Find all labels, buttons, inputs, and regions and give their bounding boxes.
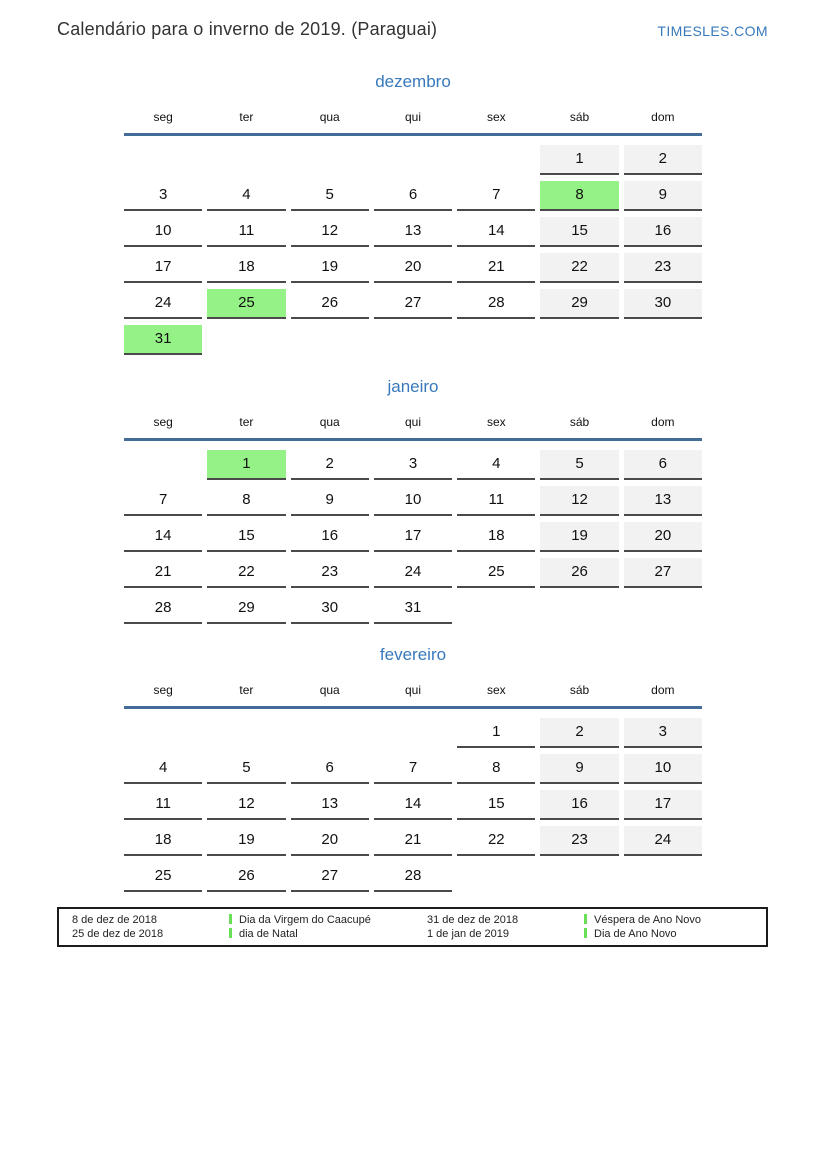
day-cell-24: 24 [124,289,202,319]
day-cell-3: 3 [124,181,202,211]
day-cell-empty [540,862,618,892]
day-cell-27: 27 [624,558,702,588]
day-cell-25: 25 [457,558,535,588]
day-cell-10: 10 [624,754,702,784]
day-cell-3: 3 [374,450,452,480]
legend-column-dates [72,914,229,945]
day-cell-20: 20 [624,522,702,552]
day-cell-3: 3 [624,718,702,748]
weekday-label-sáb: sáb [569,415,590,429]
month-section [124,70,702,355]
weekday-label-seg: seg [153,415,173,429]
day-cell-empty [124,718,202,748]
day-cell-19: 19 [207,826,285,856]
day-cell-empty [207,145,285,175]
day-cell-2: 2 [540,718,618,748]
day-cell-empty [457,145,535,175]
weekday-label-ter: ter [239,110,254,124]
day-cell-26: 26 [540,558,618,588]
day-cell-18: 18 [457,522,535,552]
day-cell-6: 6 [624,450,702,480]
day-cell-29: 29 [540,289,618,319]
day-cell-9: 9 [624,181,702,211]
day-cell-14: 14 [457,217,535,247]
day-cell-12: 12 [207,790,285,820]
weekday-divider [124,133,702,136]
day-cell-9: 9 [540,754,618,784]
day-cell-17: 17 [624,790,702,820]
day-cell-18: 18 [124,826,202,856]
day-cell-empty [374,145,452,175]
weekday-label-seg: seg [153,110,173,124]
day-cell-23: 23 [624,253,702,283]
day-cell-13: 13 [624,486,702,516]
legend-column-names [229,914,427,945]
day-cell-empty [540,594,618,624]
day-cell-11: 11 [124,790,202,820]
legend-holiday-name: Dia da Virgem do Caacupé [229,914,427,928]
day-cell-empty [124,145,202,175]
day-cell-empty [457,325,535,355]
day-cell-4: 4 [207,181,285,211]
day-cell-1: 1 [540,145,618,175]
day-cell-29: 29 [207,594,285,624]
day-cell-1: 1 [457,718,535,748]
day-cell-27: 27 [374,289,452,319]
day-cell-empty [207,718,285,748]
day-cell-23: 23 [540,826,618,856]
day-cell-24: 24 [624,826,702,856]
legend-date: 8 de dez de 2018 [72,914,158,926]
day-cell-20: 20 [291,826,369,856]
weekday-label-qui: qui [404,683,421,697]
weekday-label-qua: qua [319,683,340,697]
holiday-marker-icon [229,928,232,938]
day-cell-5: 5 [207,754,285,784]
day-cell-empty [291,145,369,175]
day-cell-21: 21 [374,826,452,856]
day-cell-28: 28 [124,594,202,624]
day-cell-5: 5 [540,450,618,480]
legend-holiday-name: Dia de Ano Novo [584,928,766,942]
day-cell-19: 19 [291,253,369,283]
legend-holiday-name: dia de Natal [229,928,427,942]
day-cell-25: 25 [124,862,202,892]
month-section [124,375,702,624]
weekday-label-dom: dom [651,110,675,124]
weekday-label-qua: qua [319,415,340,429]
day-cell-19: 19 [540,522,618,552]
weekday-divider [124,438,702,441]
day-cell-23: 23 [291,558,369,588]
weekday-divider [124,706,702,709]
day-cell-1: 1 [207,450,285,480]
legend-column-dates [427,914,584,945]
day-cell-17: 17 [124,253,202,283]
holiday-marker-icon [584,928,587,938]
legend-date: 25 de dez de 2018 [72,927,164,940]
weekday-label-dom: dom [651,415,675,429]
day-grid [124,450,702,624]
legend-box [57,907,768,947]
day-cell-empty [624,325,702,355]
day-grid [124,145,702,355]
page-title: Calendário para o inverno de 2019. (Paraguai) [57,19,438,39]
day-cell-12: 12 [540,486,618,516]
weekday-row [124,110,702,125]
day-cell-10: 10 [124,217,202,247]
legend-column-names [584,914,766,945]
day-cell-14: 14 [124,522,202,552]
day-cell-7: 7 [124,486,202,516]
weekday-row [124,415,702,430]
weekday-label-sex: sex [486,110,506,124]
day-cell-4: 4 [124,754,202,784]
day-cell-22: 22 [540,253,618,283]
day-cell-7: 7 [457,181,535,211]
month-title: janeiro [387,377,439,396]
day-cell-15: 15 [457,790,535,820]
day-cell-8: 8 [207,486,285,516]
day-cell-30: 30 [291,594,369,624]
day-cell-26: 26 [207,862,285,892]
day-cell-31: 31 [124,325,202,355]
day-cell-empty [124,450,202,480]
day-cell-empty [457,594,535,624]
day-cell-17: 17 [374,522,452,552]
day-cell-16: 16 [624,217,702,247]
month-title: dezembro [375,72,451,91]
day-cell-21: 21 [124,558,202,588]
day-cell-8: 8 [540,181,618,211]
day-cell-30: 30 [624,289,702,319]
day-cell-empty [291,325,369,355]
day-cell-24: 24 [374,558,452,588]
day-cell-16: 16 [291,522,369,552]
weekday-label-sáb: sáb [569,110,590,124]
weekday-label-sáb: sáb [569,683,590,697]
day-cell-16: 16 [540,790,618,820]
day-cell-6: 6 [291,754,369,784]
day-cell-empty [457,862,535,892]
day-cell-31: 31 [374,594,452,624]
day-cell-empty [374,325,452,355]
weekday-label-ter: ter [239,683,254,697]
day-cell-empty [291,718,369,748]
day-cell-15: 15 [540,217,618,247]
day-cell-11: 11 [207,217,285,247]
day-cell-13: 13 [374,217,452,247]
day-cell-27: 27 [291,862,369,892]
day-cell-7: 7 [374,754,452,784]
day-cell-28: 28 [457,289,535,319]
day-cell-2: 2 [291,450,369,480]
day-cell-15: 15 [207,522,285,552]
day-cell-empty [540,325,618,355]
legend-date: 31 de dez de 2018 [427,914,519,926]
day-cell-28: 28 [374,862,452,892]
weekday-label-qui: qui [404,415,421,429]
day-cell-21: 21 [457,253,535,283]
day-cell-9: 9 [291,486,369,516]
day-cell-20: 20 [374,253,452,283]
timesles-site-link[interactable]: TIMESLES.COM [657,23,768,39]
day-cell-13: 13 [291,790,369,820]
weekday-label-dom: dom [651,683,675,697]
weekday-label-seg: seg [153,683,173,697]
month-section [124,643,702,892]
day-cell-22: 22 [207,558,285,588]
day-cell-2: 2 [624,145,702,175]
holiday-marker-icon [584,914,587,924]
legend-date: 1 de jan de 2019 [427,927,509,940]
day-cell-5: 5 [291,181,369,211]
month-title: fevereiro [379,645,447,664]
weekday-label-ter: ter [239,415,254,429]
day-cell-empty [624,594,702,624]
day-cell-11: 11 [457,486,535,516]
day-cell-empty [624,862,702,892]
weekday-label-qui: qui [404,110,421,124]
holiday-marker-icon [229,914,232,924]
legend-holiday-name: Véspera de Ano Novo [584,914,766,928]
day-cell-4: 4 [457,450,535,480]
day-cell-empty [207,325,285,355]
day-cell-25: 25 [207,289,285,319]
weekday-row [124,683,702,698]
day-cell-26: 26 [291,289,369,319]
day-cell-empty [374,718,452,748]
weekday-label-sex: sex [486,683,506,697]
day-grid [124,718,702,892]
weekday-label-sex: sex [486,415,506,429]
day-cell-10: 10 [374,486,452,516]
weekday-label-qua: qua [319,110,340,124]
day-cell-6: 6 [374,181,452,211]
day-cell-12: 12 [291,217,369,247]
day-cell-18: 18 [207,253,285,283]
day-cell-22: 22 [457,826,535,856]
day-cell-8: 8 [457,754,535,784]
day-cell-14: 14 [374,790,452,820]
